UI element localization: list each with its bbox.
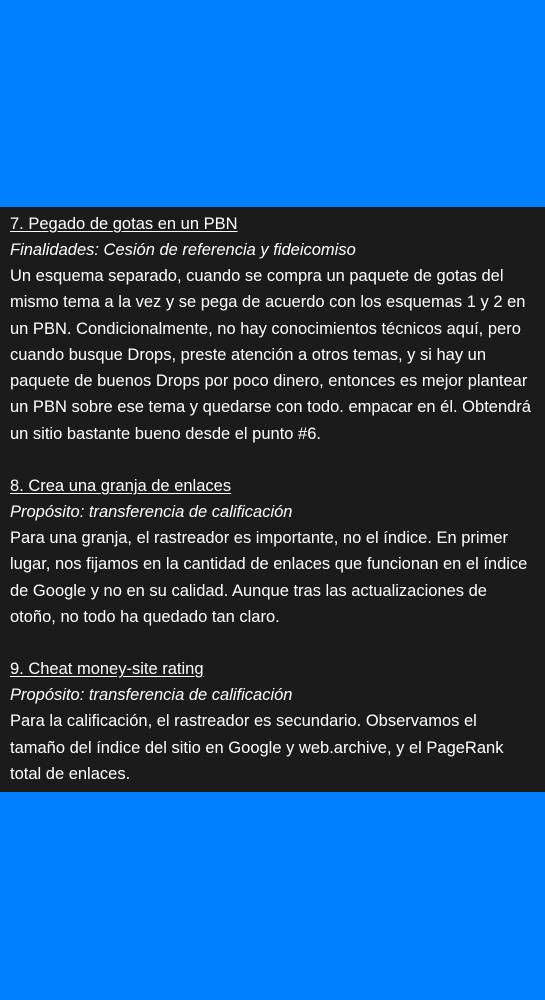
section-body: Un esquema separado, cuando se compra un paquete de gotas del mismo tema a la vez y se pega de acuerdo con los esquemas 1 y 2 en un PBN. Condicionalmente, no hay conocimientos técnicos aquí, pero cuando busque Drops, preste atención a otros temas, y si hay un paquete de buenos Drops por poco dinero, entonces es mejor plantear un PBN sobre ese tema y quedarse con todo. empacar en él. Obtendrá un sitio bastante bueno desde el punto #6. bbox=[10, 267, 531, 443]
section-money-site-rating bbox=[10, 656, 535, 787]
section-link-farm bbox=[10, 473, 535, 630]
section-body: Para la calificación, el rastreador es secundario. Observamos el tamaño del índice del sitio en Google y web.archive, y el PageRank total de enlaces. bbox=[10, 712, 504, 783]
section-body: Para una granja, el rastreador es importante, no el índice. En primer lugar, nos fijamos en la cantidad de enlaces que funcionan en el índice de Google y no en su calidad. Aunque tras las actualizaciones de otoño, no todo ha quedado tan claro. bbox=[10, 529, 528, 626]
section-heading[interactable]: 8. Crea una granja de enlaces bbox=[10, 477, 232, 496]
section-pbn-drops bbox=[10, 211, 535, 447]
section-subtitle: Propósito: transferencia de calificación bbox=[10, 686, 293, 705]
article-content-card bbox=[0, 207, 545, 792]
section-subtitle: Propósito: transferencia de calificación bbox=[10, 503, 293, 522]
section-heading[interactable]: 7. Pegado de gotas en un PBN bbox=[10, 215, 238, 233]
section-subtitle: Finalidades: Cesión de referencia y fideicomiso bbox=[10, 241, 356, 259]
section-heading[interactable]: 9. Cheat money-site rating bbox=[10, 660, 204, 679]
